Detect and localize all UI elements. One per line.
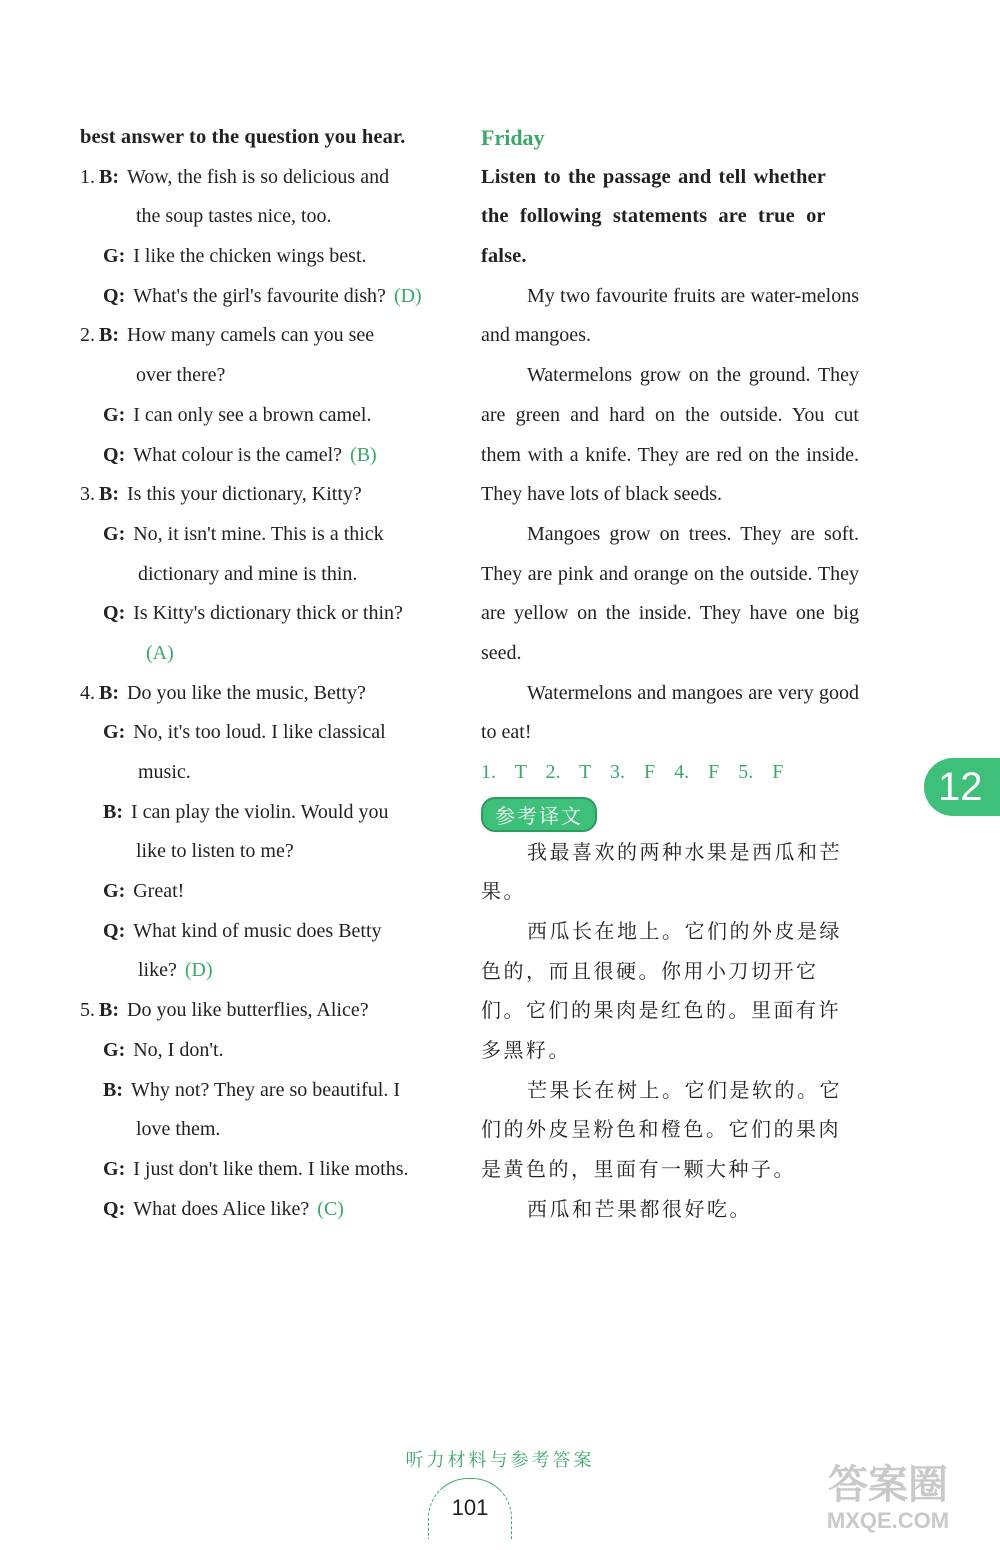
dialogue-line xyxy=(80,912,458,952)
question-number: 1. xyxy=(80,165,95,188)
translation-paragraph: 芒果长在树上。它们是软的。它们的外皮呈粉色和橙色。它们的果肉是黄色的，里面有一颗大种子。 xyxy=(481,1077,842,1182)
instruction-line: Listen to the passage and tell whether xyxy=(481,165,826,188)
passage-paragraph: Watermelons grow on the ground. They are green and hard on the outside. You cut them with a knife. They are red on the inside. They have lots of black seeds. xyxy=(481,364,859,506)
dialogue-line xyxy=(80,1150,458,1190)
speaker-label: Q xyxy=(103,284,119,307)
speaker-label: G xyxy=(103,403,119,426)
dialogue-line xyxy=(80,1031,458,1071)
dialogue-text: Great! xyxy=(133,880,185,903)
instruction-text: best answer to the question you hear. xyxy=(80,126,406,148)
dialogue-text: What does Alice like? xyxy=(133,1197,310,1220)
dialogue-text: Is this your dictionary, Kitty? xyxy=(127,483,362,506)
dialogue-line xyxy=(80,475,458,515)
dialogue-text: Do you like the music, Betty? xyxy=(127,681,366,704)
speaker-colon: : xyxy=(118,1197,126,1220)
answer-choice: (D) xyxy=(393,284,422,307)
watermark-logo-text: 答案圈 xyxy=(828,1463,948,1507)
translation-paragraph: 西瓜长在地上。它们的外皮是绿色的，而且很硬。你用小刀切开它们。它们的果肉是红色的。里面有许多黑籽。 xyxy=(481,918,842,1063)
dialogue-line xyxy=(80,1110,458,1150)
dialogue-line xyxy=(80,237,458,277)
speaker-label: B xyxy=(103,1078,117,1101)
dialogue-line xyxy=(80,1190,458,1230)
dialogue-line xyxy=(80,436,458,476)
dialogue-text: like to listen to me? xyxy=(136,840,294,863)
speaker-colon: : xyxy=(118,880,126,903)
dialogue-text: No, it isn't mine. This is a thick xyxy=(133,522,384,545)
dialogue-text: over there? xyxy=(136,364,226,387)
section-heading: Friday xyxy=(481,125,545,150)
dialogue-line xyxy=(80,753,458,793)
dialogue-line xyxy=(80,356,458,396)
dialogue-list xyxy=(80,158,458,1230)
dialogue-text: the soup tastes nice, too. xyxy=(136,205,332,228)
dialogue-text: Why not? They are so beautiful. I xyxy=(131,1078,400,1101)
dialogue-line xyxy=(80,594,458,634)
translation xyxy=(481,833,859,1230)
dialogue-line xyxy=(80,1071,458,1111)
dialogue-line xyxy=(80,396,458,436)
dialogue-text: Wow, the fish is so delicious and xyxy=(127,165,390,188)
footer-title: 听力材料与参考答案 xyxy=(405,1450,595,1471)
speaker-label: B xyxy=(99,324,113,347)
chapter-tab: 12 xyxy=(924,758,1000,816)
passage-paragraph: Mangoes grow on trees. They are soft. They are pink and orange on the outside. They are yellow on the inside. They have one big seed. xyxy=(481,522,859,665)
dialogue-text: What kind of music does Betty xyxy=(133,919,382,942)
question-number: 3. xyxy=(80,483,95,506)
speaker-colon: : xyxy=(118,602,126,625)
speaker-label: B xyxy=(103,800,117,823)
dialogue-text: How many camels can you see xyxy=(127,324,375,347)
question-number: 2. xyxy=(80,324,95,347)
speaker-colon: : xyxy=(116,1078,124,1101)
translation-paragraph: 西瓜和芒果都很好吃。 xyxy=(527,1196,752,1221)
dialogue-line xyxy=(80,316,458,356)
dialogue-text: I can play the violin. Would you xyxy=(131,800,389,823)
dialogue-line xyxy=(80,515,458,555)
right-column xyxy=(481,118,859,1230)
speaker-colon: : xyxy=(118,522,126,545)
speaker-colon: : xyxy=(118,443,126,466)
speaker-label: B xyxy=(99,483,113,506)
speaker-label: G xyxy=(103,1038,119,1061)
speaker-label: G xyxy=(103,721,119,744)
translation-badge: 参考译文 xyxy=(481,797,597,832)
speaker-colon: : xyxy=(118,1038,126,1061)
dialogue-line xyxy=(80,832,458,872)
instruction-line: false. xyxy=(481,245,527,268)
question-number: 4. xyxy=(80,681,95,704)
speaker-colon: : xyxy=(112,324,120,347)
speaker-colon: : xyxy=(112,681,120,704)
dialogue-text: What's the girl's favourite dish? xyxy=(133,284,386,307)
answer-choice: (D) xyxy=(184,959,213,982)
answer-choice: (B) xyxy=(350,443,377,466)
speaker-label: Q xyxy=(103,1197,119,1220)
passage-paragraph: Watermelons and mangoes are very good to eat! xyxy=(481,681,859,744)
speaker-label: Q xyxy=(103,443,119,466)
dialogue-text: What colour is the camel? xyxy=(133,443,343,466)
dialogue-line xyxy=(80,951,458,991)
answer-choice: (C) xyxy=(317,1197,344,1220)
dialogue-line xyxy=(80,158,458,198)
speaker-label: G xyxy=(103,245,119,268)
dialogue-text: No, it's too loud. I like classical xyxy=(133,721,386,744)
answer-key: 1. T 2. T 3. F 4. F 5. F xyxy=(481,761,784,784)
dialogue-line xyxy=(80,674,458,714)
instruction-block xyxy=(481,158,859,277)
speaker-label: B xyxy=(99,999,113,1022)
speaker-colon: : xyxy=(118,721,126,744)
dialogue-line xyxy=(80,872,458,912)
dialogue-line xyxy=(80,555,458,595)
passage-paragraph: My two favourite fruits are water-melons and mangoes. xyxy=(481,284,859,347)
speaker-colon: : xyxy=(118,403,126,426)
badge-row xyxy=(481,793,859,833)
dialogue-line xyxy=(80,713,458,753)
dialogue-text: I can only see a brown camel. xyxy=(133,403,372,426)
speaker-label: Q xyxy=(103,602,119,625)
dialogue-text: music. xyxy=(138,761,191,783)
page-number: 101 xyxy=(428,1478,512,1539)
speaker-colon: : xyxy=(118,245,126,268)
dialogue-line xyxy=(80,634,458,674)
speaker-colon: : xyxy=(112,999,120,1022)
speaker-label: G xyxy=(103,522,119,545)
speaker-colon: : xyxy=(116,800,124,823)
speaker-colon: : xyxy=(112,165,120,188)
speaker-label: G xyxy=(103,1157,119,1180)
dialogue-text: No, I don't. xyxy=(133,1038,224,1061)
dialogue-text: I just don't like them. I like moths. xyxy=(133,1157,409,1180)
speaker-label: G xyxy=(103,880,119,903)
question-number: 5. xyxy=(80,999,95,1022)
speaker-colon: : xyxy=(118,919,126,942)
instruction-line: the following statements are true or xyxy=(481,205,826,228)
speaker-label: B xyxy=(99,165,113,188)
speaker-label: B xyxy=(99,681,113,704)
passage xyxy=(481,277,859,753)
dialogue-text: love them. xyxy=(136,1118,221,1141)
watermark xyxy=(788,1462,988,1542)
dialogue-text: I like the chicken wings best. xyxy=(133,245,367,268)
dialogue-line xyxy=(80,991,458,1031)
speaker-colon: : xyxy=(118,284,126,307)
dialogue-text: Do you like butterflies, Alice? xyxy=(127,999,369,1022)
speaker-label: Q xyxy=(103,919,119,942)
speaker-colon: : xyxy=(112,483,120,506)
dialogue-text: Is Kitty's dictionary thick or thin? xyxy=(133,602,403,625)
left-column xyxy=(80,118,458,1229)
dialogue-line xyxy=(80,197,458,237)
watermark-url: MXQE.COM xyxy=(826,1508,950,1533)
dialogue-text: dictionary and mine is thin. xyxy=(138,562,358,585)
dialogue-text: like? xyxy=(138,959,177,982)
answer-choice: (A) xyxy=(146,641,174,664)
translation-paragraph: 我最喜欢的两种水果是西瓜和芒果。 xyxy=(481,839,842,904)
dialogue-line xyxy=(80,793,458,833)
speaker-colon: : xyxy=(118,1157,126,1180)
dialogue-line xyxy=(80,277,458,317)
